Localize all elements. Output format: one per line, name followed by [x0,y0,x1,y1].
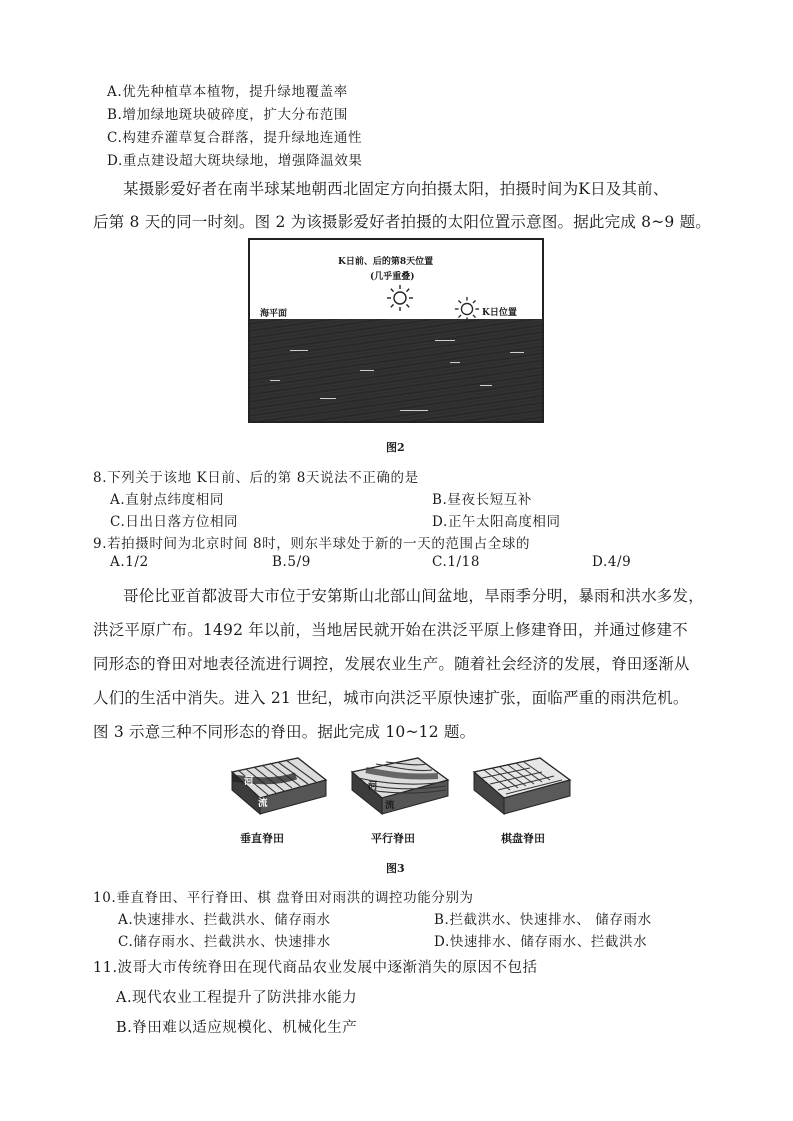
q8-option-b: B.昼夜长短互补 [432,492,533,508]
q8-option-c: C.日出日落方位相同 [110,514,239,530]
river-char-1a: 河 [244,776,254,787]
intro2-line3: 同形态的脊田对地表径流进行调控，发展农业生产。随着社会经济的发展，脊田逐渐从 [93,655,690,673]
q11-stem: 11.波哥大市传统脊田在现代商品农业发展中逐渐消失的原因不包括 [93,960,538,976]
sun-icon-k-day [454,296,480,322]
intro2-line4: 人们的生活中消失。进入 21 世纪，城市向洪泛平原快速扩张，面临严重的雨洪危机。 [93,689,689,707]
k-day-label: K日位置 [482,308,517,318]
sea-surface [250,319,542,423]
prev-option-b: B.增加绿地斑块破碎度，扩大分布范围 [107,107,349,123]
intro2-line1: 哥伦比亚首都波哥大市位于安第斯山北部山间盆地，旱雨季分明，暴雨和洪水多发， [123,587,704,605]
q10-stem: 10.垂直脊田、平行脊田、棋 盘脊田对雨洪的调控功能分别为 [93,890,474,906]
sun-icon-before-after [386,284,414,312]
intro2-line2: 洪泛平原广布。1492 年以前，当地居民就开始在洪泛平原上修建脊田，并通过修建不 [93,621,688,639]
q9-option-a: A.1/2 [110,554,149,570]
q8-option-d: D.正午太阳高度相同 [432,514,561,530]
q9-option-d: D.4/9 [592,554,632,570]
fig3-label-vertical: 垂直脊田 [240,832,284,845]
river-char-2b: 流 [385,800,395,811]
vertical-ridge-field-diagram [226,750,330,824]
prev-option-a: A.优先种植草本植物，提升绿地覆盖率 [107,84,348,100]
river-char-2a: 河 [368,781,378,792]
q10-option-d: D.快速排水、储存雨水、拦截洪水 [434,934,648,950]
checkerboard-ridge-field-diagram [470,750,574,824]
q10-option-b: B.拦截洪水、快速排水、 储存雨水 [434,912,652,928]
sea-level-label: 海平面 [260,309,288,319]
prev-option-c: C.构建乔灌草复合群落，提升绿地连通性 [107,130,363,146]
q8-option-a: A.直射点纬度相同 [110,492,224,508]
intro2-line5: 图 3 示意三种不同形态的脊田。据此完成 10~12 题。 [93,723,476,741]
q9-option-b: B.5/9 [272,554,311,570]
figure-2-sun-position [248,238,544,423]
river-char-1b: 流 [258,798,268,809]
q10-option-a: A.快速排水、拦截洪水、储存雨水 [118,912,331,928]
intro1-line2: 后第 8 天的同一时刻。图 2 为该摄影爱好者拍摄的太阳位置示意图。据此完成 8~9 题。 [93,213,711,231]
prev-option-d: D.重点建设超大斑块绿地，增强降温效果 [107,153,363,169]
q11-option-b: B.脊田难以适应规模化、机械化生产 [116,1020,358,1036]
fig2-top-sub: (几乎重叠) [370,272,415,282]
q9-stem: 9.若拍摄时间为北京时间 8时，则东半球处于新的一天的范围占全球的 [93,536,531,552]
fig3-label-checkerboard: 棋盘脊田 [501,832,545,845]
parallel-ridge-field-diagram [346,750,452,824]
intro1-line1: 某摄影爱好者在南半球某地朝西北固定方向拍摄太阳，拍摄时间为K日及其前、 [123,180,669,198]
q11-option-a: A.现代农业工程提升了防洪排水能力 [116,990,358,1006]
q9-option-c: C.1/18 [432,554,481,570]
q8-stem: 8.下列关于该地 K日前、后的第 8天说法不正确的是 [93,470,419,486]
fig3-label-parallel: 平行脊田 [371,832,415,845]
figure-3-caption: 图3 [386,862,405,875]
figure-2-caption: 图2 [386,441,405,454]
q10-option-c: C.储存雨水、拦截洪水、快速排水 [118,934,331,950]
fig2-top-label: K日前、后的第8天位置 [338,257,434,267]
